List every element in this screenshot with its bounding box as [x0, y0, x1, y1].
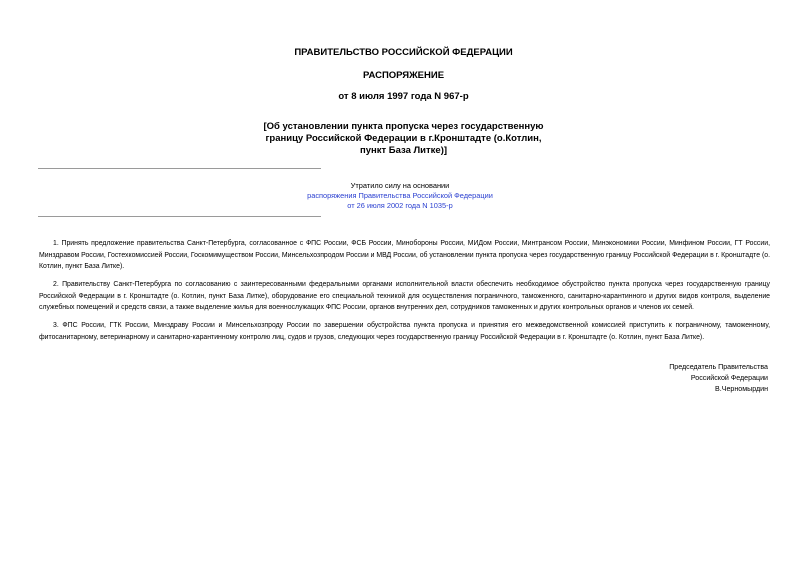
signature-organization: Российской Федерации: [690, 374, 768, 382]
document-title: [0, 121, 807, 157]
paragraph-3: 3. ФПС России, ГТК России, Минздраву России и Минсельхозпроду России по завершении обустройства пункта пропуска и принятия его межведомственной комиссией приступить к пограничному, таможенному, фитосанитарному, ветеринарному и санитарно-карантинному контролю лиц, судов и грузов, следующих через государственную границу Российской Федерации в г. Кронштадте (о. Котлин, пункт База Литке).: [39, 322, 770, 341]
document-title-line: границу Российской Федерации в г.Кронштадте (о.Котлин,: [265, 133, 542, 144]
paragraph-1: 1. Принять предложение правительства Санкт-Петербурга, согласованное с ФПС России, ФСБ России, Минобороны России, МИДом России, Минтрансом России, Минэкономики России, Минфином России, ГТ России, Минздравом России, Гостехкомиссией России, Госкомимуществом России, Минсельхозпродом России и МВД России, об установлении пункта пропуска через государственную границу Российской Федерации в г. Кронштадте (о. Котлин, пункт База Литке).: [39, 240, 770, 271]
paragraph-2: 2. Правительству Санкт-Петербурга по согласованию с заинтересованными федеральными органами исполнительной власти обеспечить необходимое обустройство пункта пропуска через государственную границу Российской Федерации в г. Кронштадте (о. Котлин, пункт База Литке), оборудование его специальной техникой для осуществления пограничного, таможенного, санитарно-карантинного и других видов контроля, выделение служебных помещений и средств связи, а также выделение жилья для военнослужащих ФПС России, органов внутренних дел, сотрудников таможенных и других контрольных органов и членов их семей.: [39, 281, 770, 312]
issuing-authority: ПРАВИТЕЛЬСТВО РОССИЙСКОЙ ФЕДЕРАЦИИ: [294, 47, 513, 58]
signature-position: Председатель Правительства: [669, 363, 768, 371]
lapse-note: Утратило силу на основании: [350, 181, 450, 190]
lapse-link-date[interactable]: от 26 июля 2002 года N 1035-р: [347, 201, 453, 210]
document-type: РАСПОРЯЖЕНИЕ: [362, 70, 445, 81]
divider-top: [38, 168, 321, 169]
document-title-line: [Об установлении пункта пропуска через государственную: [263, 121, 544, 132]
document-date-number: от 8 июля 1997 года N 967-р: [338, 91, 469, 102]
document-title-line: пункт База Литке)]: [359, 145, 448, 156]
lapse-link-order[interactable]: распоряжения Правительства Российской Федерации: [307, 191, 493, 200]
signature-name: В.Черномырдин: [715, 385, 768, 393]
divider-bottom: [38, 216, 321, 217]
